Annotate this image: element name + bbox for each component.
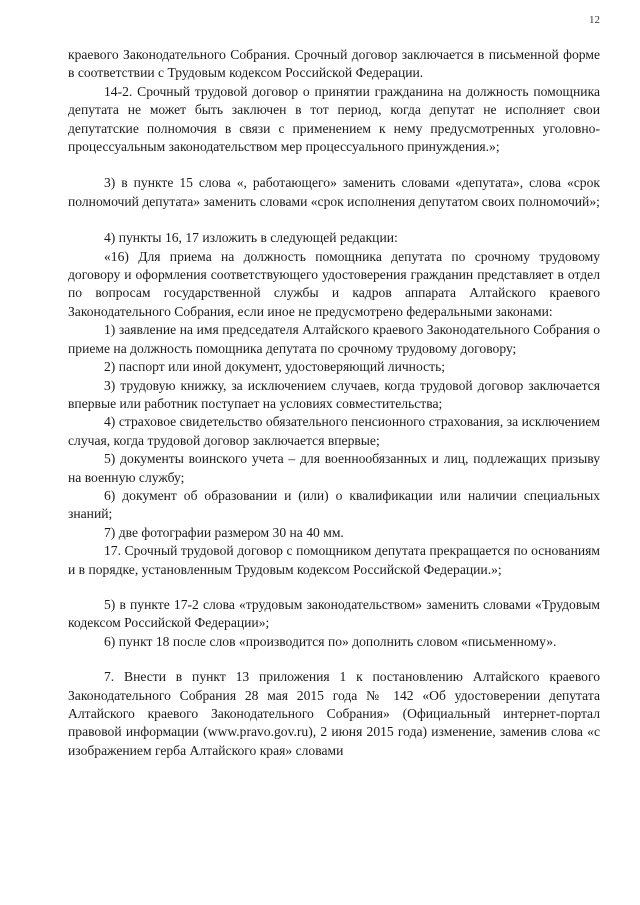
paragraph-item-14-2: 14-2. Срочный трудовой договор о принятии гражданина на должность помощника депутата не может быть заключен в тот период, когда депутат не исполняет свои депутатские полномочия в связи с применением к нему предусмотренных уголовно-процессуальным законодательством мер процессуального принуждения.»;	[68, 83, 600, 155]
paragraph-item-17: 17. Срочный трудовой договор с помощником депутата прекращается по основаниям и в порядке, установленным Трудовым кодексом Российской Федерации.»;	[68, 543, 600, 577]
paragraph-subitem-4: 4) пункты 16, 17 изложить в следующей редакции:	[104, 230, 398, 246]
paragraph-continuation: краевого Законодательного Собрания. Срочный договор заключается в письменной форме в соответствии с Трудовым кодексом Российской Федерации.	[68, 47, 600, 81]
list-item-1: 1) заявление на имя председателя Алтайского краевого Законодательного Собрания о приеме на должность помощника депутата по срочному трудовому договору;	[68, 322, 600, 356]
paragraph-subitem-5: 5) в пункте 17-2 слова «трудовым законодательством» заменить словами «Трудовым кодексом Российской Федерации»;	[68, 596, 600, 631]
list-item-5: 5) документы воинского учета – для военнообязанных и лиц, подлежащих призыву на военную службу;	[68, 451, 600, 485]
list-item-7: 7) две фотографии размером 30 на 40 мм.	[104, 524, 344, 540]
list-item-2: 2) паспорт или иной документ, удостоверяющий личность;	[104, 359, 446, 375]
paragraph-item-16: «16) Для приема на должность помощника депутата по срочному трудовому договору и оформления соответствующего удостоверения гражданин представляет в отдел по вопросам государственной службы и кадров аппарата Алтайского краевого Законодательного Собрания, если иное не предусмотрено федеральными законами:	[68, 248, 600, 319]
list-item-3: 3) трудовую книжку, за исключением случаев, когда трудовой договор заключается впервые или работник поступает на условиях совместительства;	[68, 377, 600, 411]
list-item-4: 4) страховое свидетельство обязательного пенсионного страхования, за исключением случая, когда трудовой договор заключается впервые;	[68, 414, 600, 448]
page-number: 12	[589, 14, 600, 26]
paragraph-subitem-6: 6) пункт 18 после слов «производится по» дополнить словом «письменному».	[104, 633, 557, 649]
paragraph-subitem-3: 3) в пункте 15 слова «, работающего» заменить словами «депутата», слова «срок полномочий депутата» заменить словами «срок исполнения депутатом своих полномочий»;	[68, 175, 600, 209]
paragraph-section-7: 7. Внести в пункт 13 приложения 1 к постановлению Алтайского краевого Законодательного Собрания 28 мая 2015 года № 142 «Об удостоверении депутата Алтайского краевого Законодательного Собрания» (Официальный интернет-портал правовой информации (www.pravo.gov.ru), 2 июня 2015 года) изменение, заменив слова «с изображением герба Алтайского края» словами	[68, 669, 600, 758]
list-item-6: 6) документ об образовании и (или) о квалификации или наличии специальных знаний;	[68, 487, 600, 522]
document-body	[68, 46, 600, 760]
